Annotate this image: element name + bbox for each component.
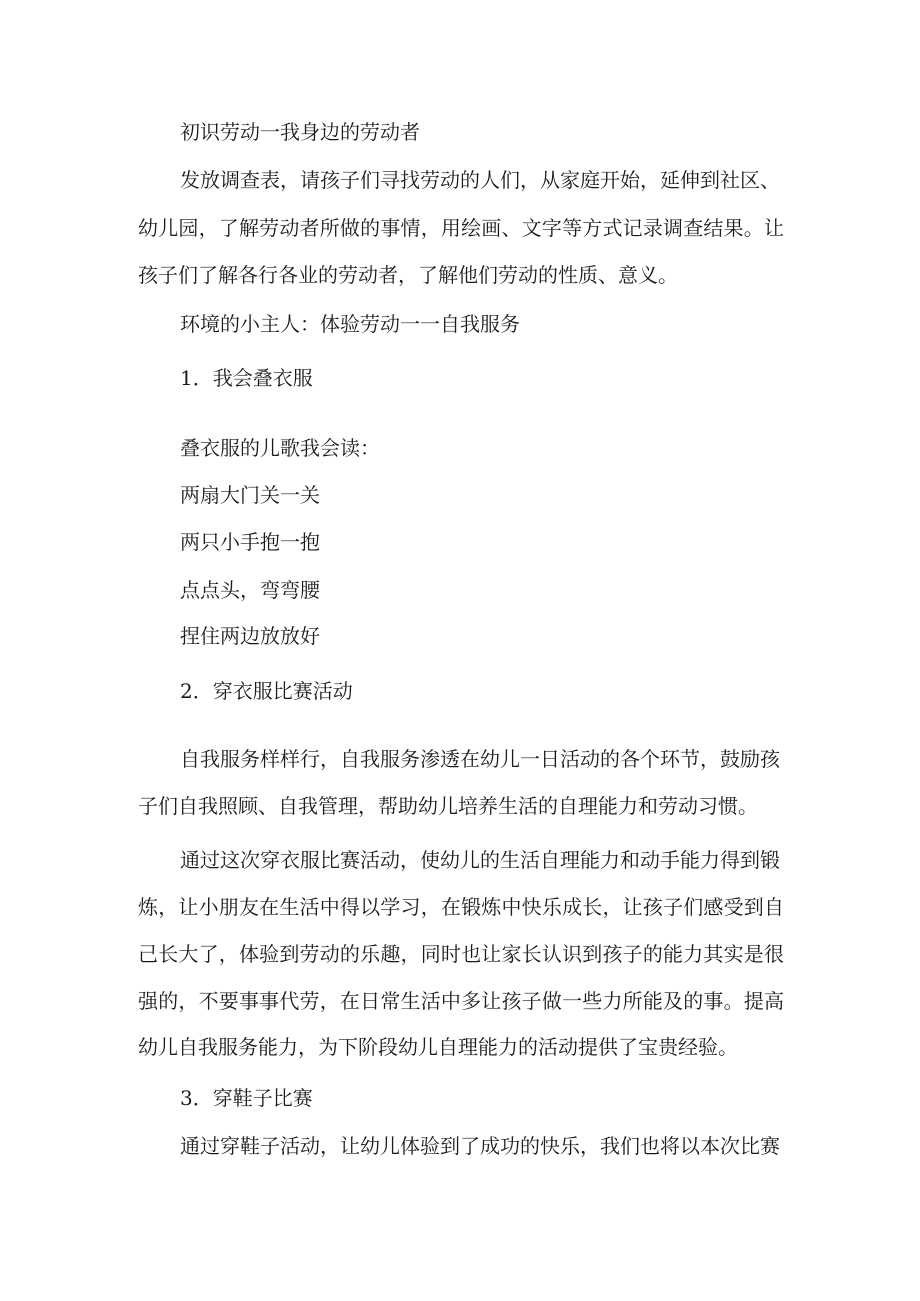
item-title-3: 3．穿鞋子比赛 — [180, 1086, 313, 1110]
song-line: 两扇大门关一关 — [180, 483, 320, 507]
song-intro: 叠衣服的儿歌我会读： — [180, 436, 380, 460]
section-heading-environment: 环境的小主人：体验劳动一一自我服务 — [180, 312, 520, 336]
section-heading-intro: 初识劳动一我身边的劳动者 — [180, 120, 420, 144]
paragraph-line: 通过这次穿衣服比赛活动，使幼儿的生活自理能力和动手能力得到锻 — [180, 848, 780, 872]
paragraph-line: 幼儿园，了解劳动者所做的事情，用绘画、文字等方式记录调查结果。让 — [138, 216, 784, 240]
item-title-2: 2．穿衣服比赛活动 — [180, 679, 353, 703]
paragraph-line: 通过穿鞋子活动，让幼儿体验到了成功的快乐，我们也将以本次比赛 — [180, 1134, 780, 1158]
paragraph-line: 幼儿自我服务能力，为下阶段幼儿自理能力的活动提供了宝贵经验。 — [138, 1035, 738, 1059]
song-line: 点点头，弯弯腰 — [180, 578, 320, 602]
song-line: 两只小手抱一抱 — [180, 530, 320, 554]
paragraph-line: 孩子们了解各行各业的劳动者，了解他们劳动的性质、意义。 — [138, 263, 678, 287]
paragraph-line: 炼，让小朋友在生活中得以学习，在锻炼中快乐成长，让孩子们感受到自 — [138, 895, 784, 919]
song-line: 捏住两边放放好 — [180, 624, 320, 648]
paragraph-line: 强的，不要事事代劳，在日常生活中多让孩子做一些力所能及的事。提高 — [138, 989, 784, 1013]
paragraph-line: 子们自我照顾、自我管理，帮助幼儿培养生活的自理能力和劳动习惯。 — [138, 794, 758, 818]
paragraph-line: 发放调查表，请孩子们寻找劳动的人们，从家庭开始，延伸到社区、 — [180, 168, 780, 192]
paragraph-line: 己长大了，体验到劳动的乐趣，同时也让家长认识到孩子的能力其实是很 — [138, 942, 784, 966]
paragraph-line: 自我服务样样行，自我服务渗透在幼儿一日活动的各个环节，鼓励孩 — [180, 747, 780, 771]
item-title-1: 1．我会叠衣服 — [180, 366, 313, 390]
